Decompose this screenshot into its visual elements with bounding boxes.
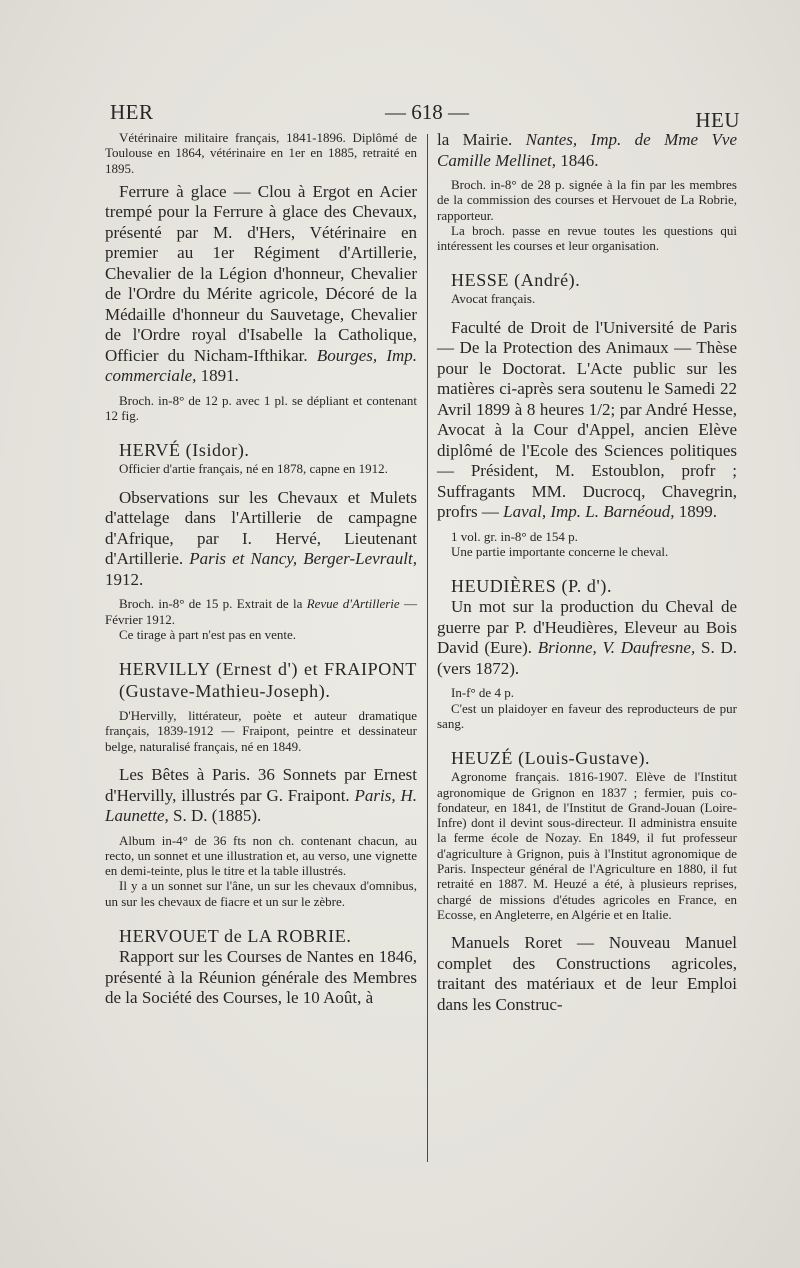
heading-hervilly: HERVILLY (Ernest d') et FRAIPONT (Gustave-Mathieu-Joseph).: [119, 659, 417, 702]
page-number: — 618 —: [385, 100, 469, 124]
entry-hervilly-note: Il y a un sonnet sur l'âne, un sur les chevaux d'omnibus, un sur les chevaux de fiacre et un sur le zèbre.: [105, 878, 417, 909]
heading-hervouet: HERVOUET de LA ROBRIE.: [119, 926, 352, 947]
entry-hervilly-desc: Album in-4° de 36 fts non ch. contenant chacun, au recto, un sonnet et une illustration et, au verso, une vignette en demi-teinte, plus le titre et la table illustrés.: [105, 832, 417, 879]
entry-hers-title: Ferrure à glace — Clou à Ergot en Acier trempé pour la Ferrure à glace des Chevaux, présenté par M. d'Hers, Vétérinaire en premier au 1er Régiment d'Artillerie, Chevalier de la Légion d'honneur, Chevalier de l'Ordre du Mérite agricole, Décoré de la Médaille d'honneur du Sauvetage, Chevalier de l'Ordre royal d'Isabelle la Catholique, Officier du Nicham-Ifthikar. Bourges, Imp. commerciale, 1891.: [105, 181, 418, 386]
entry-heuze-bio: Agronome français. 1816-1907. Elève de l'Institut agronomique de Grignon en 1837 ; fermier, puis co-fondateur, en 1841, de l'Institut de Grand-Jouan (Loire-Infre) dont il devint sous-directeur. Il administra ensuite la ferme école de Nozay. En 1849, il fut professeur d'agriculture à Grignon, puis à l'Institut agronomique de Paris. Inspecteur général de l'Agriculture en 1880, il fut retraité en 1887. M. Heuzé a été, à plusieurs reprises, chargé de missions d'études agricoles en France, en Ecosse, en Angleterre, en Algérie et en Italie.: [437, 769, 737, 922]
entry-herve-bio: Officier d'artie français, né en 1878, capne en 1912.: [119, 461, 388, 477]
heading-hesse: HESSE (André).: [451, 270, 581, 291]
entry-heudieres-title: Un mot sur la production du Cheval de guerre par P. d'Heudières, Eleveur au Bois David (Eure). Brionne, V. Daufresne, S. D. (vers 1872).: [437, 597, 738, 678]
entry-hers-desc: Broch. in-8° de 12 p. avec 1 pl. se dépliant et contenant 12 fig.: [105, 392, 417, 424]
entry-hervilly-title: Les Bêtes à Paris. 36 Sonnets par Ernest d'Hervilly, illustrés par G. Fraipont. Paris, H. Launette, S. D. (1885).: [105, 765, 417, 826]
page-header: [110, 100, 740, 132]
entry-herve-title: Observations sur les Chevaux et Mulets d'attelage dans l'Artillerie de campagne d'Afrique, par I. Hervé, Lieutenant d'Artillerie. Paris et Nancy, Berger-Levrault, 1912.: [105, 487, 418, 589]
entry-hervouet-note: La broch. passe en revue toutes les questions qui intéressent les courses et leur organisation.: [437, 222, 737, 254]
entry-hesse-note: Une partie importante concerne le cheval.: [451, 544, 669, 560]
entry-hervouet-title: Rapport sur les Courses de Nantes en 1846, présenté à la Réunion générale des Membres de la Société des Courses, le 10 Août, à: [105, 947, 417, 1008]
column-divider: [427, 134, 428, 1162]
entry-heudieres-desc: In-f° de 4 p.: [451, 685, 514, 701]
left-column: [105, 130, 417, 1009]
entry-hers-bio: Vétérinaire militaire français, 1841-1896. Diplômé de Toulouse en 1864, vétérinaire en 1er en 1885, retraité en 1895.: [105, 130, 417, 176]
entry-hervilly-bio: D'Hervilly, littérateur, poète et auteur dramatique français, 1839-1912 — Fraipont, peintre et dessinateur belge, naturalisé français, né en 1849.: [105, 708, 417, 754]
entry-herve-desc: Broch. in-8° de 15 p. Extrait de la Revue d'Artillerie — Février 1912.: [105, 596, 417, 627]
heading-heuze: HEUZÉ (Louis-Gustave).: [451, 748, 651, 769]
entry-heudieres-note: C'est un plaidoyer en faveur des reproducteurs de pur sang.: [437, 700, 737, 731]
entry-herve-note: Ce tirage à part n'est pas en vente.: [119, 626, 297, 642]
entry-hesse-bio: Avocat français.: [451, 291, 536, 307]
entry-hervouet-title-cont: la Mairie. Nantes, Imp. de Mme Vve Camille Mellinet, 1846.: [437, 130, 737, 170]
entry-hervouet-desc: Broch. in-8° de 28 p. signée à la fin par les membres de la commission des courses et Hervouet de La Robrie, rapporteur.: [437, 177, 737, 223]
running-head-left: HER: [110, 100, 154, 124]
heading-herve: HERVÉ (Isidor).: [119, 440, 250, 461]
entry-hesse-desc: 1 vol. gr. in-8° de 154 p.: [451, 528, 578, 544]
entry-heuze-title: Manuels Roret — Nouveau Manuel complet des Constructions agricoles, traitant des matériaux et de leur Emploi dans les Construc-: [437, 933, 737, 1014]
heading-heudieres: HEUDIÈRES (P. d').: [451, 576, 613, 597]
right-column: [437, 130, 737, 1015]
running-head-right: HEU: [695, 108, 740, 132]
entry-hesse-title: Faculté de Droit de l'Université de Paris — De la Protection des Animaux — Thèse pour le Doctorat. L'Acte public sur les matières ci-après sera soutenu le Samedi 22 Avril 1899 à 8 heures 1/2; par André Hesse, Avocat à la Cour d'Appel, ancien Elève diplômé de l'Ecole des Sciences politiques — Président, M. Estoublon, profr ; Suffragants MM. Ducrocq, Chavegrin, profrs — Laval, Imp. L. Barnéoud, 1899.: [437, 317, 737, 522]
